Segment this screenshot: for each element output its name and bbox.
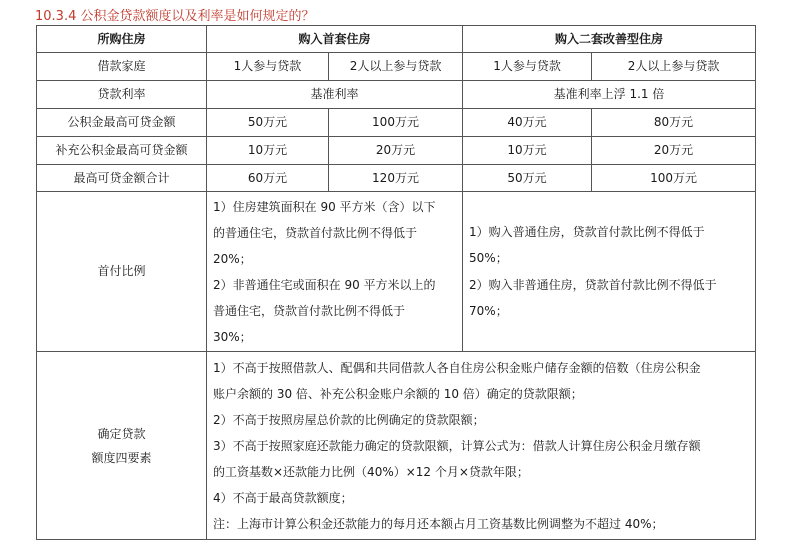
rate-row — [37, 81, 756, 109]
table-cell: 100万元 — [592, 165, 756, 192]
table-cell: 20万元 — [592, 137, 756, 165]
text-line: 2）不高于按照房屋总价款的比例确定的贷款限额； — [213, 412, 485, 427]
text-line: 70%； — [469, 304, 508, 318]
text-line: 4）不高于最高贷款额度； — [213, 490, 353, 505]
table-cell: 60万元 — [207, 165, 329, 192]
down-payment-row — [37, 192, 756, 352]
text-line: 50%； — [469, 251, 508, 265]
text-line: 注：上海市计算公积金还款能力的每月还本额占月工资基数比例调整为不超过 40%； — [213, 516, 664, 531]
text-line: 的普通住宅，贷款首付款比例不得低于 — [213, 225, 418, 240]
second-home-down-payment — [463, 192, 756, 352]
quota-row — [37, 352, 756, 540]
table-cell: 10万元 — [207, 137, 329, 165]
first-home-down-payment — [207, 192, 463, 352]
quota-label-line: 额度四要素 — [91, 450, 152, 465]
header-first-home: 购入首套住房 — [207, 26, 463, 53]
family-row — [37, 53, 756, 81]
text-line: 20%； — [213, 251, 252, 266]
text-line: 的工资基数×还款能力比例（40%）×12 个月×贷款年限； — [213, 464, 529, 479]
table-cell: 1人参与贷款 — [463, 53, 592, 81]
text-line: 30%； — [213, 329, 252, 344]
max-supp-label: 补充公积金最高可贷金额 — [37, 137, 207, 165]
section-title: 10.3.4 公积金贷款额度以及利率是如何规定的？ — [35, 9, 315, 24]
header-second-home: 购入二套改善型住房 — [463, 26, 756, 53]
table-cell: 2人以上参与贷款 — [329, 53, 463, 81]
table-cell: 100万元 — [329, 109, 463, 137]
text-line: 2）购入非普通住房，贷款首付款比例不得低于 — [469, 277, 717, 292]
table-cell: 40万元 — [463, 109, 592, 137]
quota-rules — [207, 352, 756, 540]
table-cell: 80万元 — [592, 109, 756, 137]
header-row — [37, 26, 756, 53]
rate-label: 贷款利率 — [37, 81, 207, 109]
text-line: 3）不高于按照家庭还款能力确定的贷款限额，计算公式为：借款人计算住房公积金月缴存额 — [213, 438, 701, 453]
table-cell: 20万元 — [329, 137, 463, 165]
max-total-row — [37, 165, 756, 192]
quota-label — [37, 352, 207, 540]
quota-label-line: 确定贷款 — [97, 426, 146, 441]
text-line: 1）购入普通住房，贷款首付款比例不得低于 — [469, 224, 705, 239]
second-home-rate: 基准利率上浮 1.1 倍 — [463, 81, 756, 109]
table-cell: 50万元 — [463, 165, 592, 192]
text-line: 1）不高于按照借款人、配偶和共同借款人各自住房公积金账户储存金额的倍数（住房公积金 — [213, 360, 701, 375]
family-label: 借款家庭 — [37, 53, 207, 81]
loan-table — [36, 25, 756, 540]
table-cell: 2人以上参与贷款 — [592, 53, 756, 81]
max-fund-row — [37, 109, 756, 137]
table-cell: 120万元 — [329, 165, 463, 192]
max-total-label: 最高可贷金额合计 — [37, 165, 207, 192]
first-home-rate: 基准利率 — [207, 81, 463, 109]
text-line: 普通住宅，贷款首付款比例不得低于 — [213, 303, 406, 318]
text-line: 账户余额的 30 倍、补充公积金账户余额的 10 倍）确定的贷款限额； — [213, 386, 583, 401]
table-cell: 10万元 — [463, 137, 592, 165]
table-cell: 1人参与贷款 — [207, 53, 329, 81]
text-line: 2）非普通住宅或面积在 90 平方米以上的 — [213, 277, 436, 292]
max-supp-row — [37, 137, 756, 165]
table-cell: 50万元 — [207, 109, 329, 137]
text-line: 1）住房建筑面积在 90 平方米（含）以下 — [213, 199, 436, 214]
down-payment-label: 首付比例 — [37, 192, 207, 352]
header-purchased-housing: 所购住房 — [37, 26, 207, 53]
max-fund-label: 公积金最高可贷金额 — [37, 109, 207, 137]
